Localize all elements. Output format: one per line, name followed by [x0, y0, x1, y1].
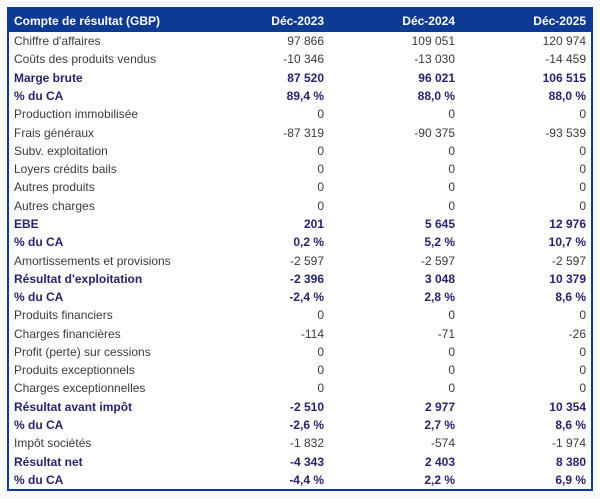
- row-value-dec-2023: 0: [317, 363, 324, 378]
- row-value-dec-2024: 2,8 %: [424, 290, 455, 305]
- row-value-dec-2023: 0,2 %: [293, 235, 324, 250]
- row-value-dec-2025: -1 974: [551, 436, 586, 451]
- row-value-dec-2023: -10 346: [283, 52, 324, 67]
- row-label: EBE: [14, 216, 39, 231]
- row-value-dec-2024: 2,7 %: [424, 418, 455, 433]
- row-value-dec-2023: -87 319: [283, 125, 324, 140]
- row-value-dec-2024: -13 030: [414, 52, 455, 67]
- row-label: Résultat d'exploitation: [14, 271, 143, 286]
- row-value-dec-2025: 12 976: [549, 216, 586, 231]
- table-row: [9, 325, 591, 343]
- table-row: [9, 471, 591, 489]
- row-value-dec-2025: 10 379: [549, 271, 586, 286]
- row-value-dec-2024: 88,0 %: [417, 88, 455, 103]
- row-value-dec-2023: -1 832: [289, 436, 324, 451]
- row-value-dec-2024: 0: [448, 180, 455, 195]
- row-label: Profit (perte) sur cessions: [14, 344, 151, 359]
- row-value-dec-2025: -93 539: [545, 125, 586, 140]
- row-value-dec-2023: -4,4 %: [289, 472, 324, 487]
- row-value-dec-2025: 10 354: [549, 399, 586, 414]
- table-row: [9, 343, 591, 361]
- row-label: Frais généraux: [14, 125, 95, 140]
- row-value-dec-2025: 0: [579, 107, 586, 122]
- row-label: % du CA: [14, 235, 64, 250]
- row-label: Produits financiers: [14, 308, 113, 323]
- row-value-dec-2025: 120 974: [542, 34, 586, 49]
- row-value-dec-2024: 96 021: [418, 70, 455, 85]
- row-label: % du CA: [14, 418, 64, 433]
- row-value-dec-2023: 0: [317, 162, 324, 177]
- row-value-dec-2025: 0: [579, 162, 586, 177]
- row-label: % du CA: [14, 290, 64, 305]
- table-row: [9, 251, 591, 269]
- row-value-dec-2025: 0: [579, 308, 586, 323]
- row-label: Charges exceptionnelles: [14, 381, 146, 396]
- row-value-dec-2023: 0: [317, 107, 324, 122]
- row-value-dec-2023: 201: [303, 216, 324, 231]
- row-value-dec-2025: 8,6 %: [555, 290, 586, 305]
- row-value-dec-2024: 5 645: [424, 216, 455, 231]
- row-value-dec-2025: -26: [568, 326, 586, 341]
- row-label: Autres produits: [14, 180, 95, 195]
- row-value-dec-2024: 109 051: [411, 34, 455, 49]
- column-header-dec-2024: Déc-2024: [402, 13, 455, 28]
- row-label: Subv. exploitation: [14, 143, 108, 158]
- row-value-dec-2023: -2 396: [289, 271, 324, 286]
- row-value-dec-2025: 0: [579, 363, 586, 378]
- row-value-dec-2023: 89,4 %: [286, 88, 324, 103]
- row-value-dec-2023: 0: [317, 198, 324, 213]
- row-label: Autres charges: [14, 198, 95, 213]
- table-row: [9, 398, 591, 416]
- row-value-dec-2025: 0: [579, 180, 586, 195]
- row-value-dec-2024: 0: [448, 162, 455, 177]
- row-label: Amortissements et provisions: [14, 253, 171, 268]
- table-row: [9, 379, 591, 397]
- row-label: Résultat avant impôt: [14, 399, 133, 414]
- table-row: [9, 160, 591, 178]
- row-label: Coûts des produits vendus: [14, 52, 157, 67]
- row-value-dec-2024: 0: [448, 143, 455, 158]
- table-row: [9, 306, 591, 324]
- row-value-dec-2023: 97 866: [287, 34, 324, 49]
- row-label: Production immobilisée: [14, 107, 139, 122]
- table-row: [9, 416, 591, 434]
- row-value-dec-2025: 10,7 %: [548, 235, 586, 250]
- row-label: % du CA: [14, 88, 64, 103]
- row-value-dec-2023: -2,6 %: [289, 418, 324, 433]
- row-value-dec-2024: 2 977: [424, 399, 455, 414]
- column-header-dec-2025: Déc-2025: [533, 13, 586, 28]
- row-value-dec-2023: -4 343: [289, 454, 324, 469]
- row-value-dec-2023: 0: [317, 308, 324, 323]
- row-label: Résultat net: [14, 454, 83, 469]
- row-label: Loyers crédits bails: [14, 162, 117, 177]
- row-value-dec-2024: -90 375: [414, 125, 455, 140]
- table-row: [9, 32, 591, 50]
- row-value-dec-2025: -2 597: [551, 253, 586, 268]
- row-value-dec-2025: 8 380: [555, 454, 586, 469]
- table-row: [9, 142, 591, 160]
- row-value-dec-2023: 87 520: [287, 70, 324, 85]
- table-row: [9, 50, 591, 68]
- row-label: Marge brute: [14, 70, 83, 85]
- table-row: [9, 233, 591, 251]
- income-statement-table: [7, 7, 593, 491]
- table-body: [9, 32, 591, 489]
- table-header-row: [9, 9, 591, 32]
- table-row: [9, 105, 591, 123]
- row-value-dec-2024: 0: [448, 198, 455, 213]
- row-value-dec-2023: 0: [317, 344, 324, 359]
- row-value-dec-2025: 88,0 %: [548, 88, 586, 103]
- row-label: Chiffre d'affaires: [14, 34, 101, 49]
- row-value-dec-2024: 2,2 %: [424, 472, 455, 487]
- table-row: [9, 215, 591, 233]
- table-row: [9, 434, 591, 452]
- row-label: Produits exceptionnels: [14, 363, 135, 378]
- table-row: [9, 361, 591, 379]
- row-value-dec-2024: 5,2 %: [424, 235, 455, 250]
- row-value-dec-2024: 0: [448, 344, 455, 359]
- row-value-dec-2023: 0: [317, 143, 324, 158]
- table-row: [9, 197, 591, 215]
- row-value-dec-2024: 3 048: [424, 271, 455, 286]
- table-row: [9, 288, 591, 306]
- row-value-dec-2024: -2 597: [420, 253, 455, 268]
- row-value-dec-2023: -2 597: [289, 253, 324, 268]
- row-value-dec-2025: 106 515: [542, 70, 586, 85]
- row-value-dec-2024: 0: [448, 363, 455, 378]
- table-row: [9, 452, 591, 470]
- row-value-dec-2025: 8,6 %: [555, 418, 586, 433]
- row-label: Charges financières: [14, 326, 121, 341]
- row-value-dec-2023: 0: [317, 180, 324, 195]
- row-value-dec-2025: 0: [579, 143, 586, 158]
- row-label: % du CA: [14, 472, 64, 487]
- row-value-dec-2024: 0: [448, 107, 455, 122]
- row-value-dec-2025: 0: [579, 198, 586, 213]
- row-value-dec-2023: -2,4 %: [289, 290, 324, 305]
- row-value-dec-2025: 6,9 %: [555, 472, 586, 487]
- row-value-dec-2025: -14 459: [545, 52, 586, 67]
- row-value-dec-2023: -2 510: [289, 399, 324, 414]
- row-value-dec-2025: 0: [579, 381, 586, 396]
- table-row: [9, 178, 591, 196]
- table-row: [9, 123, 591, 141]
- row-value-dec-2024: 2 403: [424, 454, 455, 469]
- row-value-dec-2024: -71: [437, 326, 455, 341]
- row-value-dec-2024: -574: [430, 436, 455, 451]
- table-row: [9, 69, 591, 87]
- row-value-dec-2024: 0: [448, 381, 455, 396]
- row-value-dec-2024: 0: [448, 308, 455, 323]
- table-row: [9, 87, 591, 105]
- column-header-dec-2023: Déc-2023: [271, 13, 324, 28]
- row-value-dec-2023: 0: [317, 381, 324, 396]
- row-value-dec-2025: 0: [579, 344, 586, 359]
- row-value-dec-2023: -114: [300, 326, 324, 341]
- table-title: Compte de résultat (GBP): [14, 13, 161, 28]
- table-row: [9, 270, 591, 288]
- row-label: Impôt sociétés: [14, 436, 92, 451]
